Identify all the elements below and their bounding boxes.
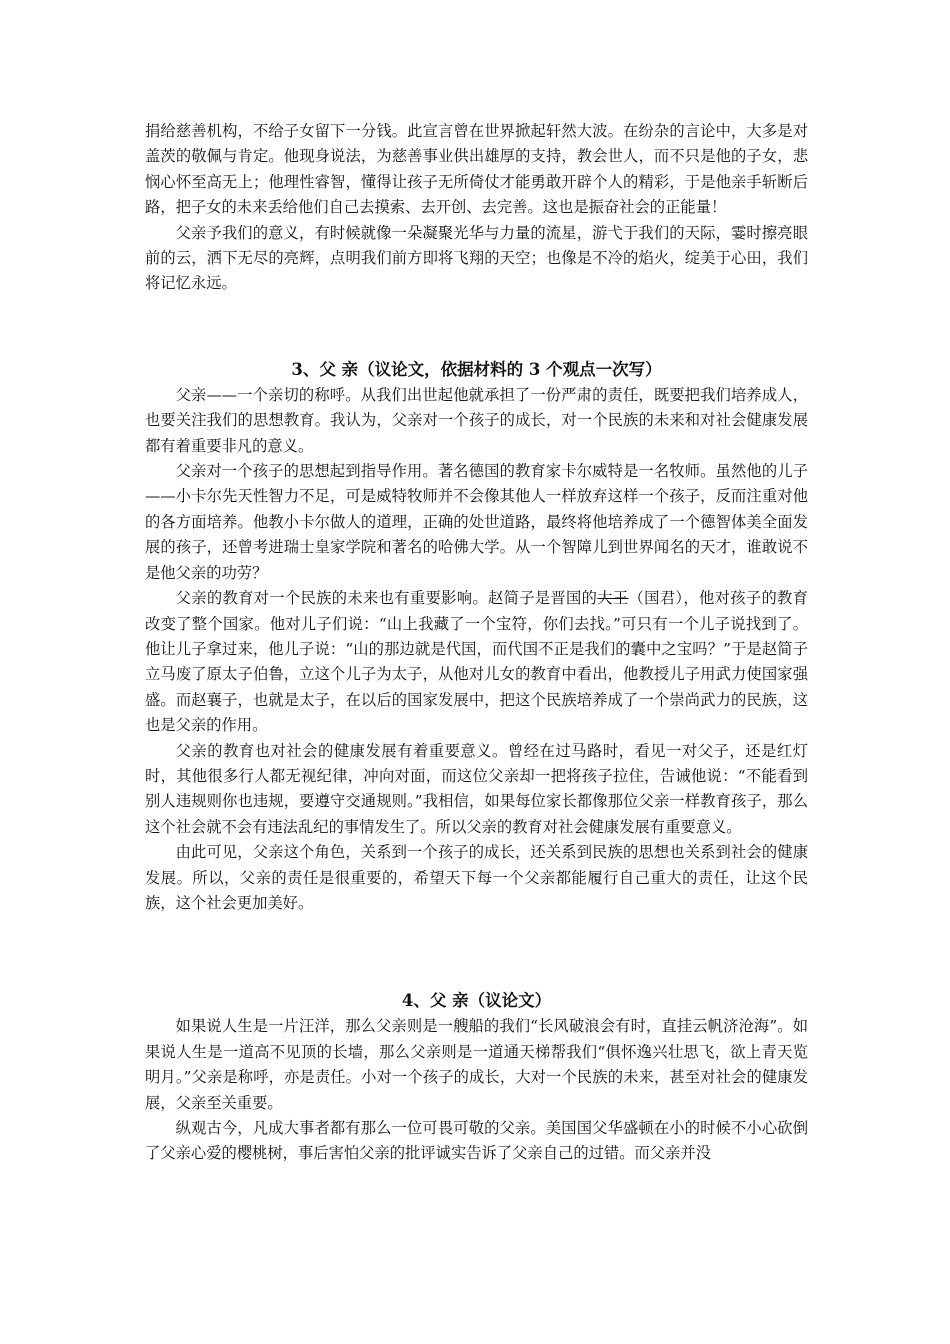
p3-text-before: 父亲的教育对一个民族的未来也有重要影响。赵简子是晋国的 xyxy=(175,589,598,608)
struck-text: 大王 xyxy=(597,589,629,608)
section-4-title: 4、父 亲（议论文） xyxy=(401,991,552,1011)
document-body xyxy=(145,119,808,1167)
paragraph-father-meaning: 父亲予我们的意义，有时候就像一朵凝聚光华与力量的流星，游弋于我们的天际，霎时擦亮眼前的云，洒下无尽的亮辉，点明我们前方即将飞翔的天空；也像是不冷的焰火，绽美于心田，我们将记忆永远。 xyxy=(145,223,808,293)
p3-text-after: （国君），他对孩子的教育改变了整个国家。他对儿子们说：“山上我藏了一个宝符，你们去找。”可只有一个儿子说找到了。他让儿子拿过来，他儿子说：“山的那边就是代国，而代国不正是我们的囊中之宝吗？”于是赵简子立马废了原太子伯鲁，立这个儿子为太子，从他对儿女的教育中看出，他教授儿子用武力使国家强盛。而赵襄子，也就是太子，在以后的国家发展中，把这个民族培养成了一个崇尚武力的民族，这也是父亲的作用。 xyxy=(145,589,808,735)
section-3-paragraph-1: 父亲——一个亲切的称呼。从我们出世起他就承担了一份严肃的责任，既要把我们培养成人，也要关注我们的思想教育。我认为，父亲对一个孩子的成长，对一个民族的未来和对社会健康发展都有着重要非凡的意义。 xyxy=(145,385,808,455)
section-4-paragraph-2: 纵观古今，凡成大事者都有那么一位可畏可敬的父亲。美国国父华盛顿在小的时候不小心砍倒了父亲心爱的樱桃树，事后害怕父亲的批评诚实告诉了父亲自己的过错。而父亲并没 xyxy=(145,1119,808,1163)
section-3-title: 3、父 亲（议论文，依据材料的 3 个观点一次写） xyxy=(291,359,662,379)
section-3-paragraph-3 xyxy=(145,586,808,738)
section-3-paragraph-2: 父亲对一个孩子的思想起到指导作用。著名德国的教育家卡尔威特是一名牧师。虽然他的儿子——小卡尔先天性智力不足，可是威特牧师并不会像其他人一样放弃这样一个孩子，反而注重对他的各方面培养。他教小卡尔做人的道理，正确的处世道路，最终将他培养成了一个德智体美全面发展的孩子，还曾考进瑞士皇家学院和著名的哈佛大学。从一个智障儿到世界闻名的天才，谁敢说不是他父亲的功劳？ xyxy=(145,462,808,582)
section-3-paragraph-4: 父亲的教育也对社会的健康发展有着重要意义。曾经在过马路时，看见一对父子，还是红灯时，其他很多行人都无视纪律，冲向对面，而这位父亲却一把将孩子拉住，告诫他说：“不能看到别人违规则你也违规，要遵守交通规则。”我相信，如果每位家长都像那位父亲一样教育孩子，那么这个社会就不会有违法乱纪的事情发生了。所以父亲的教育对社会健康发展有重要意义。 xyxy=(145,741,808,836)
paragraph-gates-continued: 捐给慈善机构，不给子女留下一分钱。此宣言曾在世界掀起轩然大波。在纷杂的言论中，大多是对盖茨的敬佩与肯定。他现身说法，为慈善事业供出雄厚的支持，教会世人，而不只是他的子女，悲悯心怀至高无上；他理性睿智，懂得让孩子无所倚仗才能勇敢开辟个人的精彩，于是他亲手斩断后路，把子女的未来丢给他们自己去摸索、去开创、去完善。这也是振奋社会的正能量！ xyxy=(145,122,808,217)
section-3-paragraph-5: 由此可见，父亲这个角色，关系到一个孩子的成长，还关系到民族的思想也关系到社会的健康发展。所以，父亲的责任是很重要的，希望天下每一个父亲都能履行自己重大的责任，让这个民族，这个社会更加美好。 xyxy=(145,843,808,912)
spacer xyxy=(145,916,808,978)
spacer xyxy=(145,297,808,347)
section-4-paragraph-1: 如果说人生是一片汪洋，那么父亲则是一艘船的我们“长风破浪会有时，直挂云帆济沧海”。如果说人生是一道高不见顶的长墙，那么父亲则是一道通天梯帮我们“俱怀逸兴壮思飞，欲上青天览明月。”父亲是称呼，亦是责任。小对一个孩子的成长，大对一个民族的未来，甚至对社会的健康发展，父亲至关重要。 xyxy=(145,1017,808,1112)
